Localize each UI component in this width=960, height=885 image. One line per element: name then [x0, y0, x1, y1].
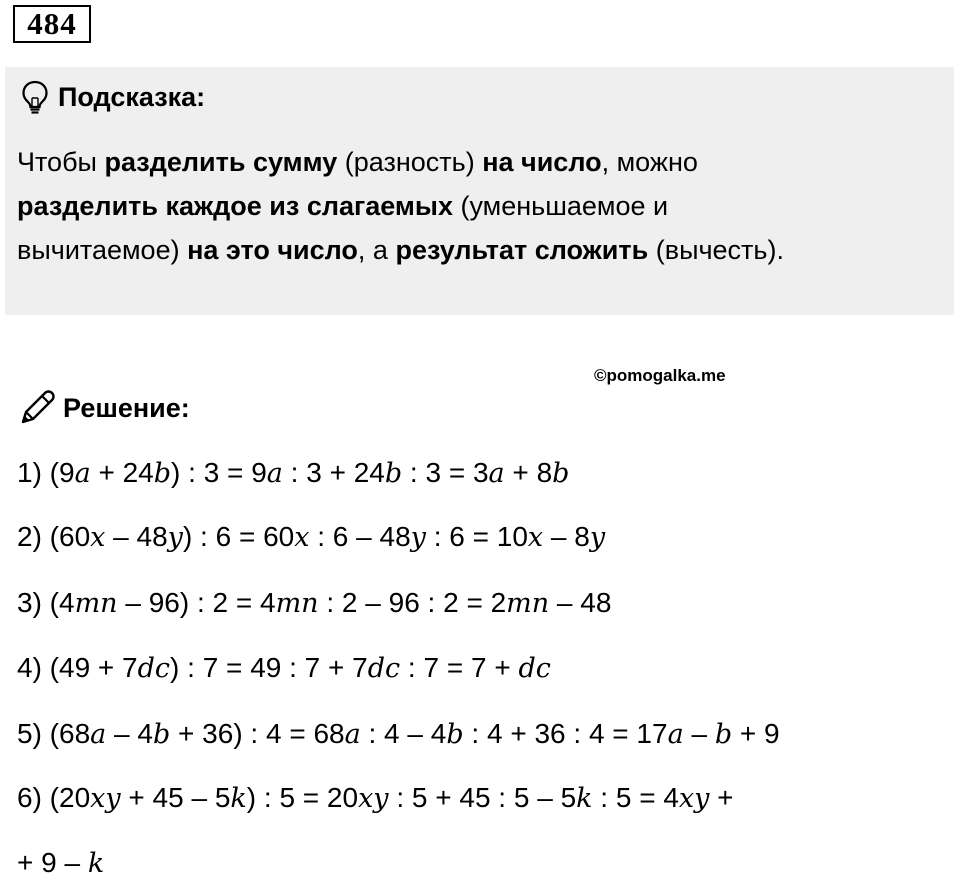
hint-bold-text: разделить сумму: [104, 147, 338, 177]
math-variable: a: [90, 719, 107, 750]
hint-bold-text: на это число: [187, 235, 358, 265]
hint-header: [20, 79, 205, 115]
math-variable: b: [153, 458, 172, 489]
hint-line: [17, 228, 927, 272]
math-variable: k: [87, 848, 105, 879]
expression-text: + 8: [504, 457, 553, 488]
expression-text: – 48: [549, 587, 612, 618]
expression-text: ) : 5 = 20: [246, 782, 359, 813]
math-variable: a: [266, 458, 283, 489]
expression-text: – 4: [106, 718, 153, 749]
hint-text-segment: , можно: [601, 147, 698, 177]
hint-line: [17, 140, 927, 184]
expression-text: 5) (68: [17, 718, 91, 749]
solution-line: [17, 652, 551, 684]
expression-text: : 4 + 36 : 4 = 17: [463, 718, 668, 749]
expression-text: ) : 6 = 60: [182, 521, 295, 552]
expression-text: : 5 + 45 : 5 – 5: [388, 782, 577, 813]
hint-bold-text: результат сложить: [395, 235, 649, 265]
math-variable: dc: [367, 653, 401, 684]
math-variable: y: [167, 522, 183, 553]
expression-text: –: [683, 718, 715, 749]
hint-text-segment: вычитаемое): [17, 235, 188, 265]
math-variable: b: [152, 719, 171, 750]
math-variable: k: [230, 783, 247, 814]
math-variable: a: [488, 458, 505, 489]
expression-text: – 48: [105, 521, 168, 552]
math-variable: xy: [358, 783, 389, 814]
expression-text: : 3 + 24: [282, 457, 385, 488]
solution-line: [17, 782, 734, 814]
hint-bold-text: на число: [482, 147, 602, 177]
expression-text: + 9 –: [17, 847, 88, 878]
expression-text: + 36) : 4 = 68: [170, 718, 345, 749]
math-variable: k: [576, 783, 593, 814]
expression-text: : 2 – 96 : 2 = 2: [318, 587, 507, 618]
hint-title: Подсказка:: [58, 81, 206, 112]
watermark: ©pomogalka.me: [594, 366, 726, 385]
expression-text: 3) (4: [17, 587, 75, 618]
hint-box: [5, 67, 954, 315]
expression-text: : 6 = 10: [425, 521, 528, 552]
hint-line: [17, 184, 927, 228]
math-variable: x: [527, 522, 544, 553]
math-variable: xy: [678, 783, 710, 814]
expression-text: + 45 – 5: [120, 782, 231, 813]
math-variable: a: [344, 719, 361, 750]
solution-line: [17, 718, 780, 750]
expression-text: : 5 = 4: [592, 782, 679, 813]
hint-text-segment: , а: [357, 235, 396, 265]
expression-text: : 4 – 4: [360, 718, 447, 749]
math-variable: b: [714, 719, 733, 750]
expression-text: 2) (60: [17, 521, 91, 552]
expression-text: : 7 = 7 +: [400, 652, 519, 683]
hint-text-segment: (разность): [337, 147, 483, 177]
solution-header: [17, 388, 190, 428]
hint-bold-text: разделить каждое из слагаемых: [17, 191, 453, 221]
expression-text: : 6 – 48: [309, 521, 411, 552]
solution-line: [17, 587, 611, 619]
math-variable: y: [589, 522, 606, 553]
math-variable: mn: [74, 588, 118, 619]
expression-text: 6) (20: [17, 782, 91, 813]
math-variable: x: [294, 522, 310, 553]
expression-text: – 96) : 2 = 4: [117, 587, 276, 618]
solution-line: [17, 457, 569, 489]
math-variable: a: [667, 719, 684, 750]
math-variable: b: [384, 458, 403, 489]
solution-title: Решение:: [63, 392, 190, 423]
expression-text: 1) (9: [17, 457, 75, 488]
hint-text: [17, 140, 927, 272]
hint-text-segment: (вычесть).: [648, 235, 784, 265]
math-variable: mn: [275, 588, 319, 619]
math-variable: xy: [90, 783, 121, 814]
solution-line: [17, 521, 605, 553]
math-variable: x: [90, 522, 106, 553]
expression-text: ) : 3 = 9: [171, 457, 267, 488]
math-variable: dc: [137, 653, 171, 684]
hint-text-segment: Чтобы: [17, 147, 105, 177]
math-variable: mn: [506, 588, 550, 619]
math-variable: dc: [518, 653, 551, 684]
math-variable: a: [74, 458, 91, 489]
expression-text: – 8: [543, 521, 590, 552]
solution-line: [17, 847, 104, 879]
expression-text: 4) (49 + 7: [17, 652, 138, 683]
pencil-icon: [17, 388, 57, 428]
hint-text-segment: (уменьшаемое и: [452, 191, 669, 221]
expression-text: : 3 = 3: [402, 457, 489, 488]
math-variable: b: [446, 719, 464, 750]
lightbulb-icon: [20, 79, 50, 115]
expression-text: + 9: [732, 718, 780, 749]
expression-text: +: [709, 782, 734, 813]
math-variable: y: [410, 522, 426, 553]
math-variable: b: [552, 458, 570, 489]
expression-text: + 24: [90, 457, 154, 488]
problem-number: 484: [13, 5, 91, 43]
expression-text: ) : 7 = 49 : 7 + 7: [170, 652, 368, 683]
